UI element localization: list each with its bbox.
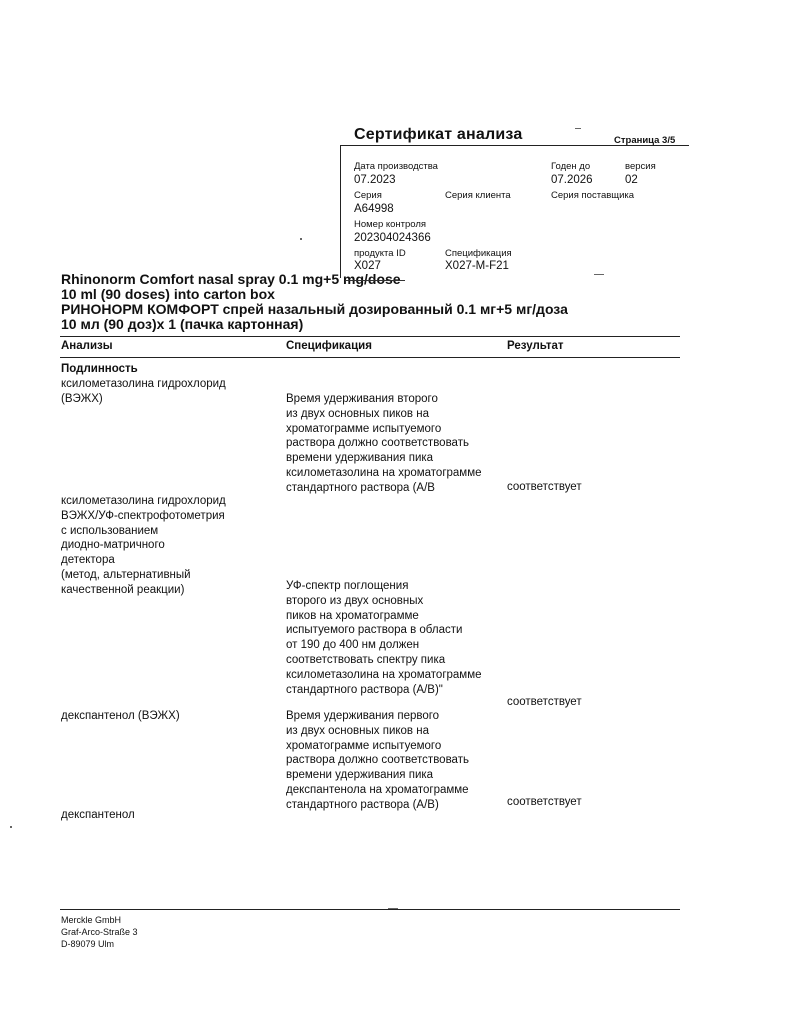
product-id-label: продукта ID: [354, 248, 406, 259]
batch-label: Серия: [354, 190, 382, 201]
control-number-label: Номер контроля: [354, 219, 427, 230]
column-header-result: Результат: [507, 340, 564, 352]
client-batch-label: Серия клиента: [445, 190, 511, 201]
page-number: Страница 3/5: [614, 135, 676, 146]
scan-speck: [575, 128, 581, 129]
product-pack-ru: 10 мл (90 доз)х 1 (пачка картонная): [61, 316, 304, 332]
table-top-rule: [60, 336, 680, 337]
table-row-2-analysis: ксилометазолина гидрохлорид ВЭЖХ/УФ-спектрофотометрия с использованием диодно-матричного детектора (метод, альтернативный качественной реакции): [61, 495, 226, 596]
scan-speck: [388, 908, 398, 909]
footer-address: Merckle GmbH Graf-Arco-Straße 3 D-89079 Ulm: [61, 915, 138, 949]
product-name-en: Rhinonorm Comfort nasal spray 0.1 mg+5 mg/dose: [61, 271, 401, 287]
table-row-1-specification: Время удерживания второго из двух основных пиков на хроматограмме испытуемого раствора должно соответствовать времени удерживания пика ксилометазолина на хроматограмме стандартного раствора (А/В: [286, 393, 482, 494]
expiry-value: 07.2026: [551, 174, 593, 186]
product-name-ru: РИНОНОРМ КОМФОРТ спрей назальный дозированный 0.1 мг+5 мг/доза: [61, 301, 568, 317]
column-header-specification: Спецификация: [286, 340, 372, 352]
expiry-label: Годен до: [551, 161, 591, 172]
production-date-label: Дата производства: [354, 161, 438, 172]
version-value: 02: [625, 174, 638, 186]
table-row-3-specification: Время удерживания первого из двух основных пиков на хроматограмме испытуемого раствора должно соответствовать времени удерживания пика декспантенола на хроматограмме стандартного раствора (А/В): [286, 710, 469, 811]
specification-value: X027-M-F21: [445, 260, 509, 272]
certificate-title: Сертификат анализа: [354, 126, 523, 143]
table-row-4-analysis: декспантенол: [61, 809, 135, 821]
table-header-rule: [60, 357, 680, 358]
section-authenticity: Подлинность: [61, 363, 138, 375]
scan-speck: [594, 274, 604, 275]
table-row-2-specification: УФ-спектр поглощения второго из двух основных пиков на хроматограмме испытуемого раствора в области от 190 до 400 нм должен соответствовать спектру пика ксилометазолина на хроматограмме стандартного раствора (А/В)": [286, 580, 482, 696]
column-header-analyses: Анализы: [61, 340, 113, 352]
product-pack-en: 10 ml (90 doses) into carton box: [61, 286, 275, 302]
supplier-batch-label: Серия поставщика: [551, 190, 635, 201]
production-date-value: 07.2023: [354, 174, 396, 186]
table-row-1-analysis: ксилометазолина гидрохлорид (ВЭЖХ): [61, 378, 226, 405]
scan-speck: [10, 826, 12, 828]
table-row-2-result: соответствует: [507, 696, 582, 708]
product-id-value: X027: [354, 260, 381, 272]
strike-mark: [345, 280, 405, 281]
table-row-1-result: соответствует: [507, 481, 582, 493]
table-row-3-result: соответствует: [507, 796, 582, 808]
scan-speck: [300, 238, 302, 240]
specification-label: Спецификация: [445, 248, 512, 259]
batch-value: A64998: [354, 203, 394, 215]
version-label: версия: [625, 161, 656, 172]
table-row-3-analysis: декспантенол (ВЭЖХ): [61, 710, 180, 722]
footer-rule: [60, 909, 680, 910]
control-number-value: 202304024366: [354, 232, 431, 244]
